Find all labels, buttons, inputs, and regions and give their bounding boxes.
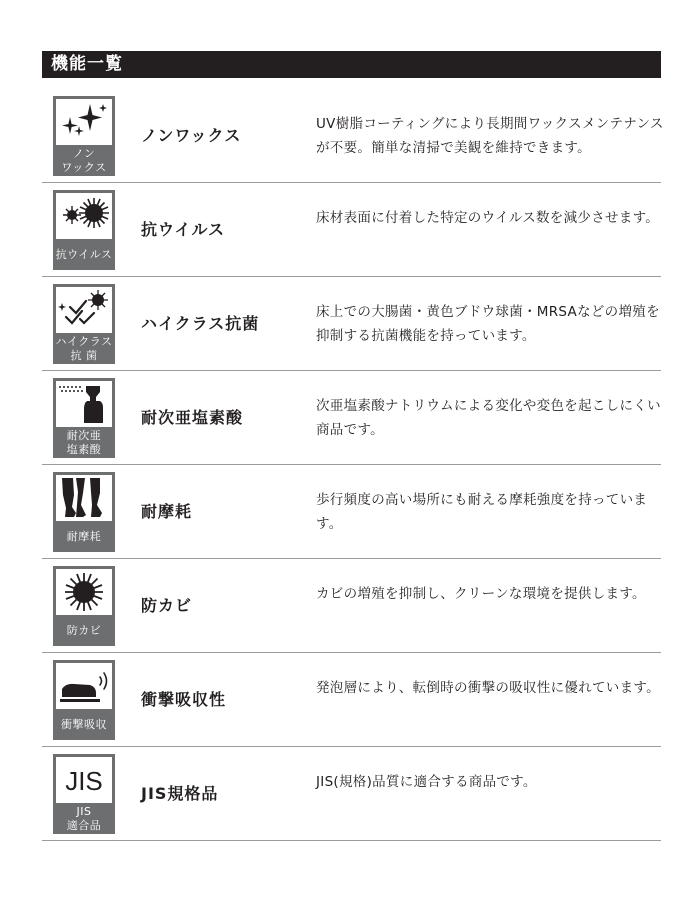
feature-name: 耐次亜塩素酸 [141, 408, 244, 427]
virus-icon [56, 193, 112, 239]
feature-row-antibacterial [42, 277, 661, 371]
badge-label: JIS 適合品 [66, 804, 102, 832]
feature-badge [53, 284, 115, 364]
feature-name: JIS規格品 [141, 784, 219, 803]
badge-label: 抗ウイルス [55, 247, 113, 261]
section-title: 機能一覧 [51, 54, 123, 74]
spray-bottle-icon [56, 381, 112, 427]
feature-row-jis [42, 747, 661, 841]
badge-label: ノン ワックス [61, 146, 107, 174]
walking-legs-icon [56, 475, 112, 521]
feature-row-abrasion [42, 465, 661, 559]
feature-badge [53, 754, 115, 834]
feature-badge [53, 190, 115, 270]
feature-description: 床材表面に付着した特定のウイルス数を減少させます。 [316, 210, 660, 226]
feature-description: 床上での大腸菌・黄色ブドウ球菌・MRSAなどの増殖を抑制する抗菌機能を持っています。 [316, 304, 660, 344]
badge-label: 耐次亜 塩素酸 [66, 428, 102, 456]
feature-row-non-wax [42, 89, 664, 183]
feature-badge [53, 566, 115, 646]
feature-description: 次亜塩素酸ナトリウムによる変化や変色を起こしにくい商品です。 [316, 398, 661, 438]
badge-label: ハイクラス 抗 菌 [55, 334, 113, 362]
feature-badge [53, 96, 115, 176]
section-header [42, 51, 661, 78]
feature-description: 発泡層により、転倒時の衝撃の吸収性に優れています。 [316, 680, 660, 696]
badge-label: 耐摩耗 [66, 529, 102, 543]
feature-badge [53, 472, 115, 552]
jis-mark-text: JIS [65, 766, 103, 796]
feature-name: 衝撃吸収性 [141, 690, 227, 709]
feature-name: 防カビ [141, 596, 193, 615]
feature-list [42, 89, 664, 841]
feature-row-hypochlorous [42, 371, 661, 465]
feature-row-antiviral [42, 183, 661, 277]
antibacterial-icon [56, 287, 112, 333]
jis-mark-icon [56, 757, 112, 803]
mold-icon [56, 569, 112, 615]
feature-description: UV樹脂コーティングにより長期間ワックスメンテナンスが不要。簡単な清掃で美観を維持できます。 [316, 116, 664, 156]
feature-badge [53, 378, 115, 458]
feature-badge [53, 660, 115, 740]
feature-name: ハイクラス抗菌 [141, 314, 260, 333]
feature-description: 歩行頻度の高い場所にも耐える摩耗強度を持っています。 [316, 492, 648, 532]
feature-name: ノンワックス [141, 126, 242, 145]
badge-label: 衝撃吸収 [61, 717, 107, 731]
feature-name: 耐摩耗 [141, 502, 193, 521]
feature-row-shock-absorption [42, 653, 661, 747]
feature-description: JIS(規格)品質に適合する商品です。 [316, 774, 537, 790]
feature-name: 抗ウイルス [141, 220, 226, 239]
feature-row-anti-mold [42, 559, 661, 653]
shoe-impact-icon [56, 663, 112, 709]
badge-label: 防カビ [66, 623, 102, 637]
feature-description: カビの増殖を抑制し、クリーンな環境を提供します。 [316, 586, 646, 602]
sparkle-icon [56, 99, 112, 145]
